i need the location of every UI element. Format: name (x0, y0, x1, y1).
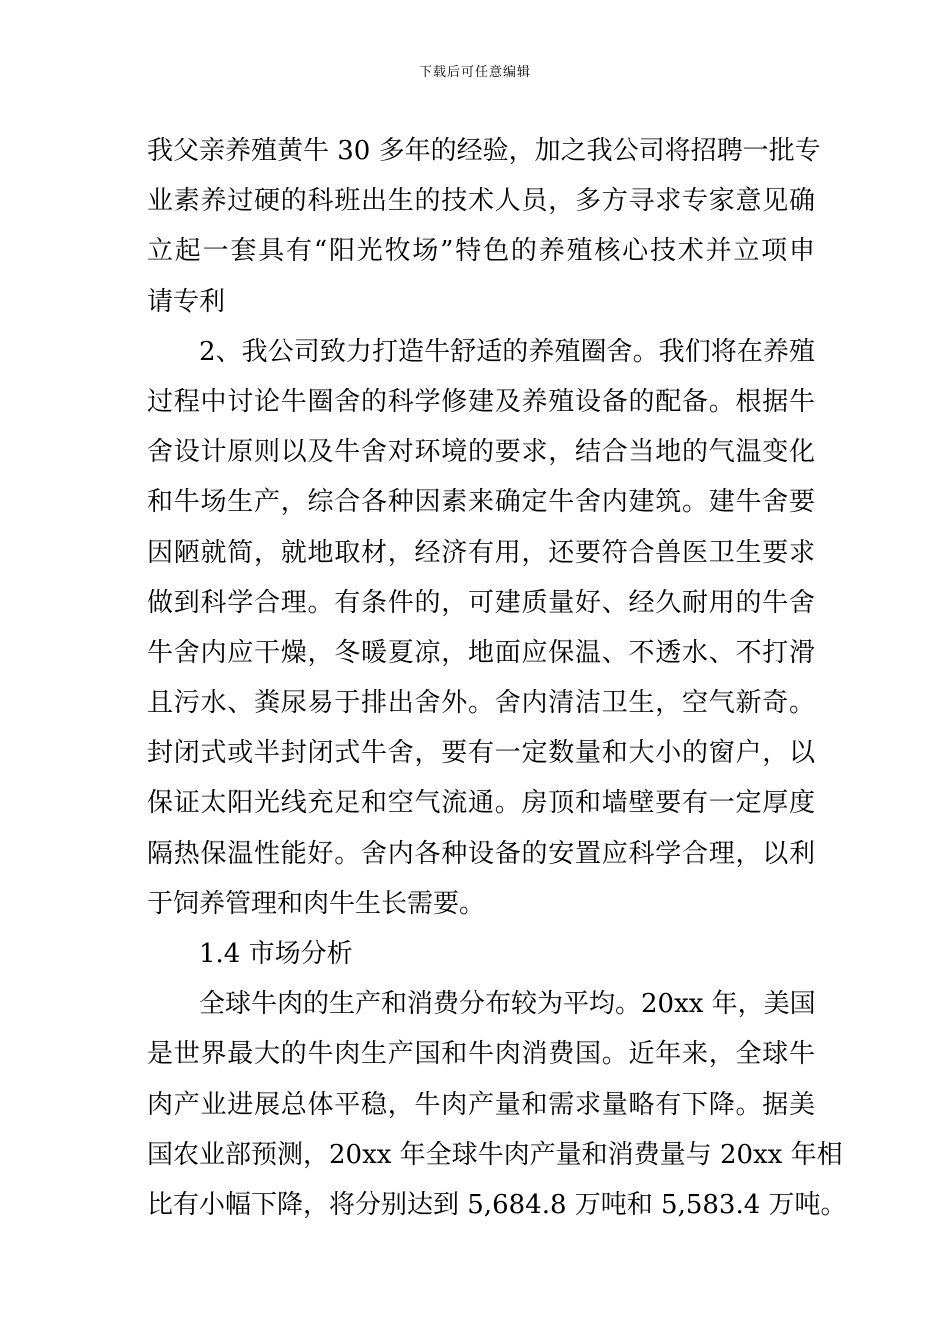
text-line: 因陋就简，就地取材，经济有用，还要符合兽医卫生要求 (147, 537, 815, 568)
section-heading-market-analysis (147, 929, 815, 979)
page-header: 下载后可任意编辑 (418, 65, 531, 80)
paragraph-market-analysis (147, 979, 847, 1230)
document-body (147, 126, 847, 1230)
text-line: 封闭式或半封闭式牛舍，要有一定数量和大小的窗户，以 (147, 738, 815, 769)
text-line: 做到科学合理。有条件的，可建质量好、经久耐用的牛舍 (147, 587, 815, 618)
text-line: 是世界最大的牛肉生产国和牛肉消费国。近年来，全球牛 (147, 1039, 815, 1070)
text-line: 国农业部预测，20xx 年全球牛肉产量和消费量与 20xx 年相 (147, 1139, 843, 1170)
text-line: 我父亲养殖黄牛 30 多年的经验，加之我公司将招聘一批专 (147, 136, 821, 166)
text-line: 舍设计原则以及牛舍对环境的要求，结合当地的气温变化 (147, 437, 815, 468)
text-line: 2、我公司致力打造牛舒适的养殖圈舍。我们将在养殖 (199, 336, 815, 367)
text-line: 过程中讨论牛圈舍的科学修建及养殖设备的配备。根据牛 (147, 386, 815, 417)
paragraph-barn-design (147, 327, 815, 929)
text-line: 请专利 (147, 286, 226, 317)
paragraph-experience (147, 126, 821, 327)
text-line: 和牛场生产，综合各种因素来确定牛舍内建筑。建牛舍要 (147, 487, 815, 518)
text-line: 肉产业进展总体平稳，牛肉产量和需求量略有下降。据美 (147, 1089, 815, 1120)
section-heading: 1.4 市场分析 (199, 939, 353, 969)
text-line: 立起一套具有“阳光牧场”特色的养殖核心技术并立项申 (147, 236, 815, 267)
text-line: 隔热保温性能好。舍内各种设备的安置应科学合理，以利 (147, 838, 815, 869)
text-line: 比有小幅下降，将分别达到 5,684.8 万吨和 5,583.4 万吨。 (147, 1189, 847, 1220)
text-line: 全球牛肉的生产和消费分布较为平均。20xx 年，美国 (199, 989, 816, 1020)
text-line: 保证太阳光线充足和空气流通。房顶和墙壁要有一定厚度 (147, 788, 815, 819)
text-line: 且污水、粪尿易于排出舍外。舍内清洁卫生，空气新奇。 (147, 688, 815, 719)
text-line: 业素养过硬的科班出生的技术人员，多方寻求专家意见确 (147, 186, 815, 217)
text-line: 于饲养管理和肉牛生长需要。 (147, 888, 486, 919)
text-line: 牛舍内应干燥，冬暖夏凉，地面应保温、不透水、不打滑 (147, 637, 815, 668)
